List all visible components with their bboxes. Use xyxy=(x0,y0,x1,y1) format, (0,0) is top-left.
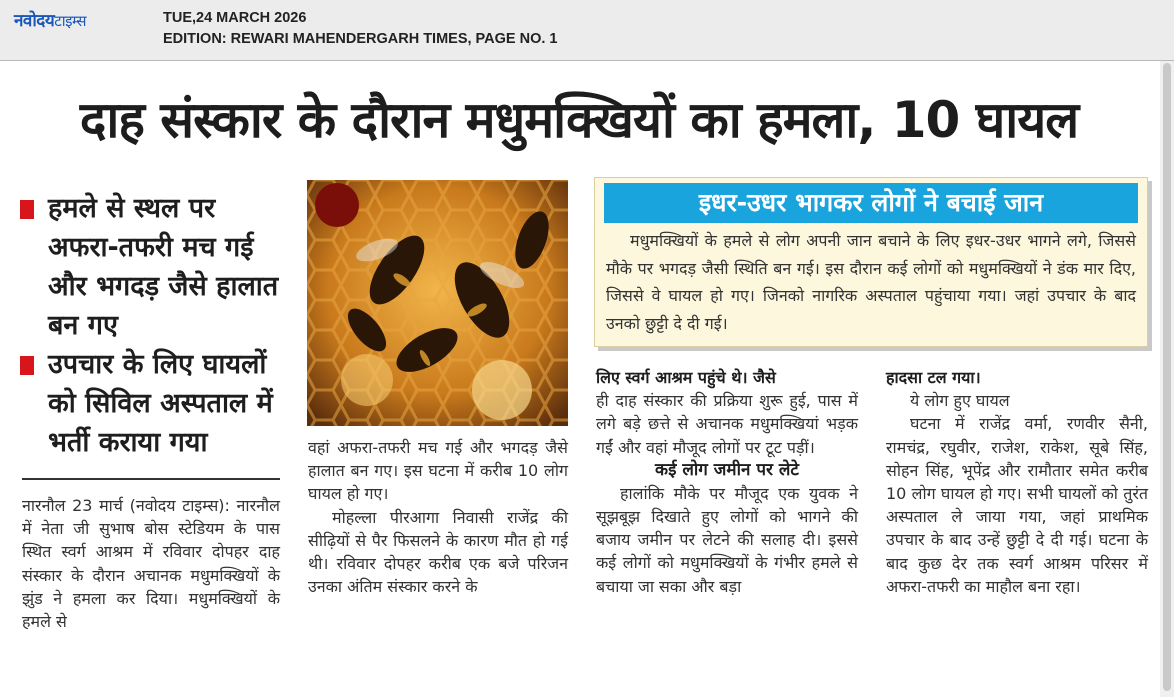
scrollbar-thumb[interactable] xyxy=(1163,63,1171,691)
paragraph: हालांकि मौके पर मौजूद एक युवक ने सूझबूझ दिखाते हुए लोगों को भागने की बजाय जमीन पर लेटने की सलाह दी। इससे कई लोगों को मधुमक्खियों के गंभीर हमले से बचाया जा सका और बड़ा xyxy=(596,483,858,596)
subheading: कई लोग जमीन पर लेटे xyxy=(655,459,799,480)
logo-main-text: नवोदय xyxy=(14,11,55,31)
highlight-bullets xyxy=(18,189,286,462)
masthead-bar xyxy=(0,0,1174,61)
paragraph: ही दाह संस्कार की प्रक्रिया शुरू हुई, पास में लगे बड़े छत्ते से अचानक मधुमक्खियां भड़क गईं और वहां मौजूद लोगों पर टूट पड़ीं। xyxy=(596,391,858,457)
article-headline: दाह संस्कार के दौरान मधुमक्खियों का हमला, 10 घायल xyxy=(79,91,1079,149)
date-line: TUE,24 MARCH 2026 xyxy=(163,10,307,26)
paragraph-lead: हादसा टल गया। xyxy=(886,368,981,387)
article-column-3 xyxy=(596,366,858,598)
subheading: ये लोग हुए घायल xyxy=(910,391,1010,411)
paragraph: घटना में राजेंद्र वर्मा, रणवीर सैनी, रामचंद्र, रघुवीर, राजेश, राकेश, सूबे सिंह, सोहन सिंह, भूपेंद्र और रामौतार समेत करीब 10 लोग घायल हो गए। सभी घायलों को तुरंत अस्पताल ले जाया गया, जहां प्राथमिक उपचार के बाद उन्हें छुट्टी दे दी गई। घटना के बाद कुछ देर तक स्वर्ग आश्रम परिसर में अफरा-तफरी का माहौल बना रहा। xyxy=(886,414,1148,596)
info-box-text: मधुमक्खियों के हमले से लोग अपनी जान बचाने के लिए इधर-उधर भागने लगे, जिससे मौके पर भगदड़ जैसी स्थिति बन गई। इस दौरान कई लोगों को मधुमक्खियों ने डंक मार दिए, जिससे वे घायल हो गए। जिनको नागरिक अस्पताल पहुंचाया गया। जहां उपचार के बाद उनको छुट्टी दे दी गई। xyxy=(606,231,1136,333)
bee-honeycomb-photo xyxy=(307,180,568,426)
vertical-scrollbar[interactable] xyxy=(1160,61,1174,697)
paragraph-lead: लिए स्वर्ग आश्रम पहुंचे थे। जैसे xyxy=(596,368,776,387)
paragraph: वहां अफरा-तफरी मच गई और भगदड़ जैसे हालात बन गए। इस घटना में करीब 10 लोग घायल हो गए। xyxy=(308,438,568,504)
red-square-icon xyxy=(20,356,34,375)
article-column-1 xyxy=(22,494,280,633)
info-box-title: इधर-उधर भागकर लोगों ने बचाई जान xyxy=(604,183,1138,223)
article-column-4 xyxy=(886,366,1148,598)
red-square-icon xyxy=(20,200,34,219)
bullet-item xyxy=(18,345,286,462)
paragraph: नारनौल 23 मार्च (नवोदय टाइम्स): नारनौल में नेता जी सुभाष बोस स्टेडियम के पास स्थित स्वर्ग आश्रम में रविवार दोपहर दाह संस्कार के दौरान अचानक मधुमक्खियों के झुंड ने हमला कर दिया। मधुमक्खियों के हमले से xyxy=(22,496,280,632)
newspaper-logo[interactable] xyxy=(14,8,86,31)
edition-meta xyxy=(163,8,557,50)
article-column-2 xyxy=(308,436,568,598)
bullet-text: उपचार के लिए घायलों को सिविल अस्पताल में भर्ती कराया गया xyxy=(48,349,273,458)
bullet-text: हमले से स्थल पर अफरा-तफरी मच गई और भगदड़ जैसे हालात बन गए xyxy=(48,193,279,341)
divider-rule xyxy=(22,478,280,480)
paragraph: मोहल्ला पीरआगा निवासी राजेंद्र की सीढ़ियों से पैर फिसलने के कारण मौत हो गई थी। रविवार दोपहर करीब एक बजे परिजन उनका अंतिम संस्कार करने के xyxy=(308,507,568,597)
edition-line: EDITION: REWARI MAHENDERGARH TIMES, PAGE NO. 1 xyxy=(163,31,558,47)
logo-sub-text: टाइम्स xyxy=(54,12,87,30)
bullet-item xyxy=(18,189,286,345)
